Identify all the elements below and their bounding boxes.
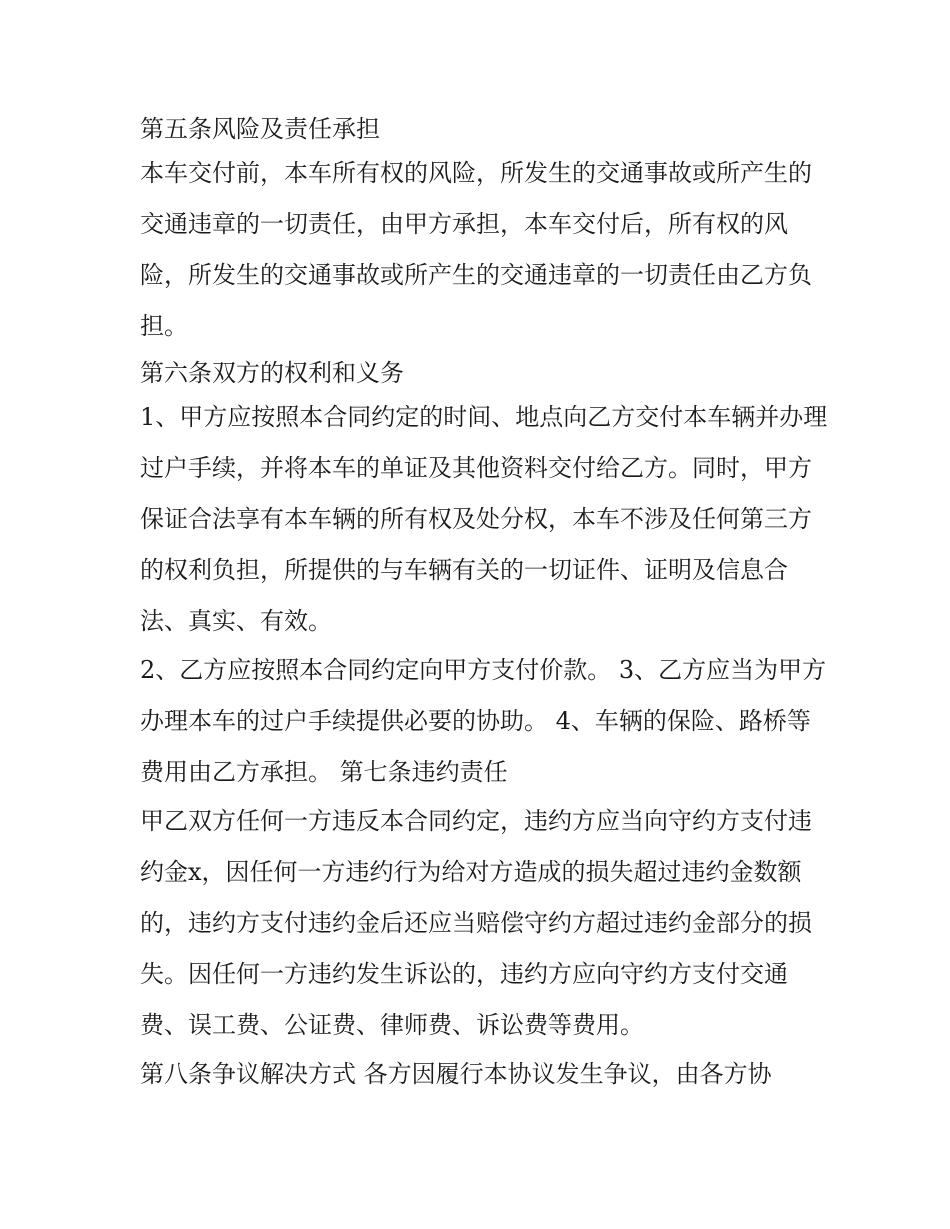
paragraph-dispute-resolution: 第八条争议解决方式 各方因履行本协议发生争议，由各方协 [140,1060,772,1088]
document-body [140,112,830,1104]
paragraph-breach-liability: 甲乙双方任何一方违反本合同约定，违约方应当向守约方支付违约金x，因任何一方违约行为给对方造成的损失超过违约金数额的，违约方支付违约金后还应当赔偿守约方超过违约金部分的损失。因任何一方违约发生诉讼的，违约方应向守约方支付交通费、误工费、公证费、律师费、诉讼费等费用。 [140,807,812,1039]
paragraph-party-b-obligations: 2、乙方应按照本合同约定向甲方支付价款。 3、乙方应当为甲方办理本车的过户手续提供必要的协助。 4、车辆的保险、路桥等费用由乙方承担。 第七条违约责任 [140,656,827,786]
section-heading-6: 第六条双方的权利和义务 [140,359,404,387]
paragraph-risk-liability: 本车交付前，本车所有权的风险，所发生的交通事故或所产生的交通违章的一切责任，由甲方承担，本车交付后，所有权的风险，所发生的交通事故或所产生的交通违章的一切责任由乙方负担。 [140,159,812,340]
section-heading-5: 第五条风险及责任承担 [140,115,380,143]
paragraph-party-a-obligations: 1、甲方应按照本合同约定的时间、地点向乙方交付本车辆并办理过户手续，并将本车的单证及其他资料交付给乙方。同时，甲方保证合法享有本车辆的所有权及处分权，本车不涉及任何第三方的权利负担，所提供的与车辆有关的一切证件、证明及信息合法、真实、有效。 [140,403,828,635]
